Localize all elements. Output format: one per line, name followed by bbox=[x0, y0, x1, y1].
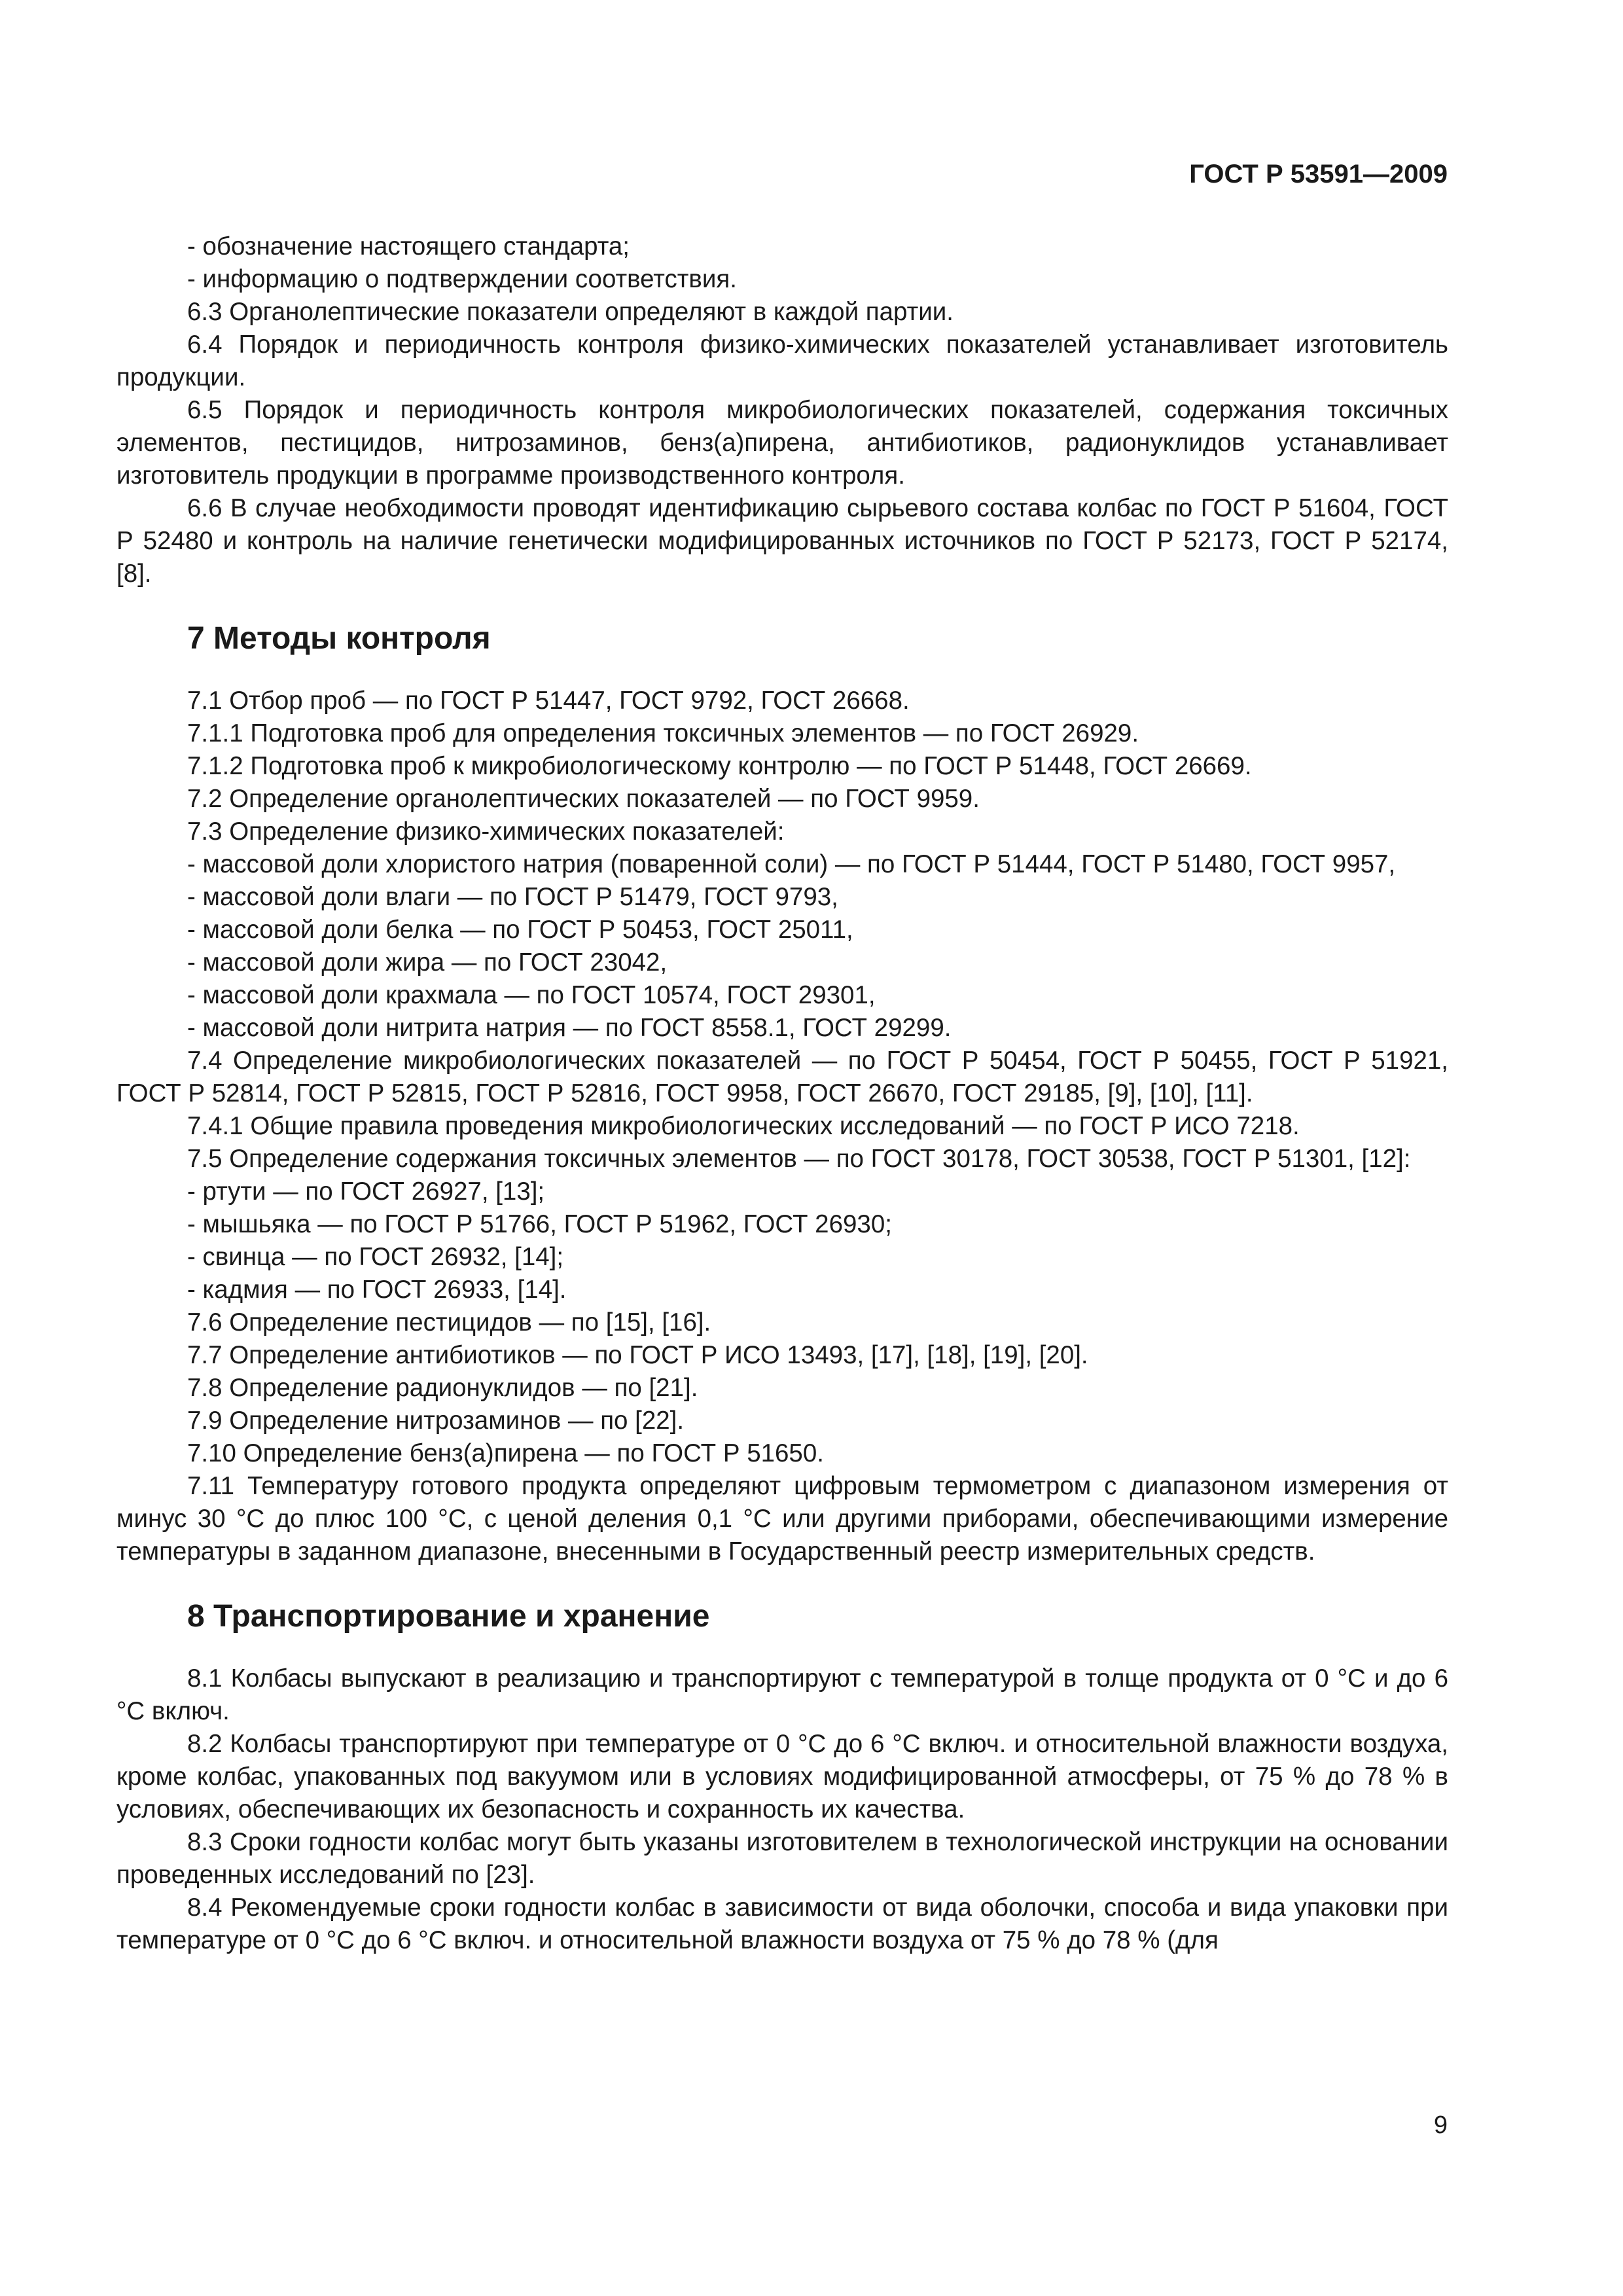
document-body bbox=[116, 230, 1448, 1957]
paragraph: - ртути — по ГОСТ 26927, [13]; bbox=[187, 1177, 545, 1206]
paragraph: - мышьяка — по ГОСТ Р 51766, ГОСТ Р 51962, ГОСТ 26930; bbox=[187, 1210, 892, 1238]
paragraph: 7.3 Определение физико-химических показателей: bbox=[187, 817, 785, 846]
paragraph: - массовой доли крахмала — по ГОСТ 10574, ГОСТ 29301, bbox=[187, 981, 876, 1009]
paragraph: 7.9 Определение нитрозаминов — по [22]. bbox=[187, 1407, 685, 1435]
paragraph: 7.1.1 Подготовка проб для определения токсичных элементов — по ГОСТ 26929. bbox=[187, 719, 1139, 747]
paragraph: 6.5 Порядок и периодичность контроля микробиологических показателей, содержания токсичных элементов, пестицидов, нитрозаминов, бенз(а)пирена, антибиотиков, радионуклидов устанавливает изготовитель продукции в программе производственного контроля. bbox=[116, 396, 1448, 490]
paragraph: 7.7 Определение антибиотиков — по ГОСТ Р ИСО 13493, [17], [18], [19], [20]. bbox=[187, 1341, 1088, 1369]
paragraph: 8.4 Рекомендуемые сроки годности колбас в зависимости от вида оболочки, способа и вида упаковки при температуре от 0 °С до 6 °С включ. и относительной влажности воздуха от 75 % до 78 % (для bbox=[116, 1893, 1448, 1954]
paragraph: 6.3 Органолептические показатели определяют в каждой партии. bbox=[187, 298, 954, 326]
paragraph: 7.6 Определение пестицидов — по [15], [16]. bbox=[187, 1308, 711, 1336]
paragraph: 7.5 Определение содержания токсичных элементов — по ГОСТ 30178, ГОСТ 30538, ГОСТ Р 51301, [12]: bbox=[187, 1145, 1411, 1173]
page-number: 9 bbox=[1433, 2111, 1448, 2139]
paragraph: - информацию о подтверждении соответствия. bbox=[187, 265, 737, 293]
section-7-title: 7 Методы контроля bbox=[187, 621, 491, 656]
paragraph: 7.1 Отбор проб — по ГОСТ Р 51447, ГОСТ 9792, ГОСТ 26668. bbox=[187, 687, 910, 715]
paragraph: 6.6 В случае необходимости проводят идентификацию сырьевого состава колбас по ГОСТ Р 51604, ГОСТ Р 52480 и контроль на наличие генетически модифицированных источников по ГОСТ Р 52173, ГОСТ Р 52174, [8]. bbox=[116, 494, 1448, 588]
paragraph: 7.1.2 Подготовка проб к микробиологическому контролю — по ГОСТ Р 51448, ГОСТ 26669. bbox=[187, 752, 1252, 780]
paragraph: 8.2 Колбасы транспортируют при температуре от 0 °С до 6 °С включ. и относительной влажности воздуха, кроме колбас, упакованных под вакуумом или в условиях модифицированной атмосферы, от 75 % до 78 % в условиях, обеспечивающих их безопасность и сохранность их качества. bbox=[116, 1730, 1448, 1823]
paragraph: 7.2 Определение органолептических показателей — по ГОСТ 9959. bbox=[187, 785, 980, 813]
paragraph: 7.8 Определение радионуклидов — по [21]. bbox=[187, 1374, 698, 1402]
paragraph: 8.1 Колбасы выпускают в реализацию и транспортируют с температурой в толще продукта от 0 °С и до 6 °С включ. bbox=[116, 1664, 1448, 1725]
paragraph: - массовой доли жира — по ГОСТ 23042, bbox=[187, 948, 668, 977]
paragraph: - свинца — по ГОСТ 26932, [14]; bbox=[187, 1243, 564, 1271]
paragraph: - кадмия — по ГОСТ 26933, [14]. bbox=[187, 1276, 567, 1304]
paragraph: 7.11 Температуру готового продукта определяют цифровым термометром с диапазоном измерения от минус 30 °С до плюс 100 °С, с ценой деления 0,1 °С или другими приборами, обеспечивающими измерение температуры в заданном диапазоне, внесенными в Государственный реестр измерительных средств. bbox=[116, 1472, 1448, 1566]
paragraph: 7.4.1 Общие правила проведения микробиологических исследований — по ГОСТ Р ИСО 7218. bbox=[187, 1112, 1300, 1140]
paragraph: - обозначение настоящего стандарта; bbox=[187, 232, 630, 260]
paragraph: 8.3 Сроки годности колбас могут быть указаны изготовителем в технологической инструкции на основании проведенных исследований по [23]. bbox=[116, 1828, 1448, 1889]
paragraph: - массовой доли влаги — по ГОСТ Р 51479, ГОСТ 9793, bbox=[187, 883, 838, 911]
paragraph: 6.4 Порядок и периодичность контроля физико-химических показателей устанавливает изготовитель продукции. bbox=[116, 331, 1448, 391]
paragraph: - массовой доли хлористого натрия (поваренной соли) — по ГОСТ Р 51444, ГОСТ Р 51480, ГОСТ 9957, bbox=[187, 850, 1396, 878]
section-8-title: 8 Транспортирование и хранение bbox=[187, 1599, 710, 1634]
paragraph: - массовой доли белка — по ГОСТ Р 50453, ГОСТ 25011, bbox=[187, 916, 853, 944]
paragraph: 7.10 Определение бенз(а)пирена — по ГОСТ Р 51650. bbox=[187, 1439, 824, 1467]
paragraph: 7.4 Определение микробиологических показателей — по ГОСТ Р 50454, ГОСТ Р 50455, ГОСТ Р 51921, ГОСТ Р 52814, ГОСТ Р 52815, ГОСТ Р 52816, ГОСТ 9958, ГОСТ 26670, ГОСТ 29185, [9], [10], [11]. bbox=[116, 1047, 1448, 1107]
document-code-header: ГОСТ Р 53591—2009 bbox=[1189, 160, 1448, 188]
paragraph: - массовой доли нитрита натрия — по ГОСТ 8558.1, ГОСТ 29299. bbox=[187, 1014, 952, 1042]
